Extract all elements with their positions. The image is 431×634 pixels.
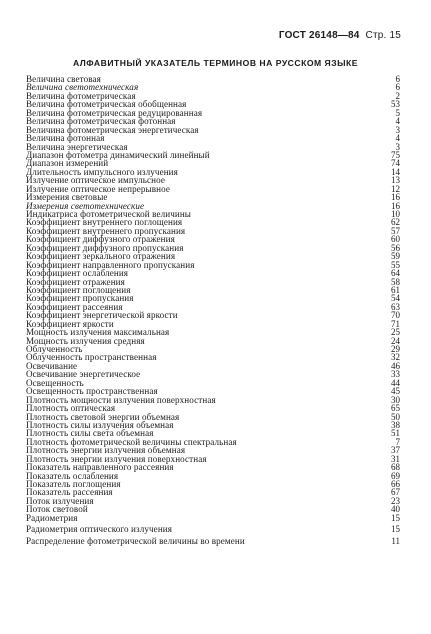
index-term: Коэффициент отражения: [26, 276, 125, 287]
index-term: Коэффициент поглощения: [26, 284, 131, 295]
index-page-number: 6: [395, 82, 400, 93]
index-term: Плотность энергии излучения объемная: [26, 445, 186, 456]
index-page-number: 62: [391, 217, 400, 228]
index-term: Излучение оптическое импульсное: [26, 175, 165, 186]
index-page-number: 5: [395, 107, 400, 118]
index-page-number: 2: [395, 90, 400, 101]
index-page-number: 15: [391, 512, 400, 523]
index-page-number: 24: [391, 335, 400, 346]
index-term: Коэффициент зеркального отражения: [26, 251, 176, 262]
page-title: АЛФАВИТНЫЙ УКАЗАТЕЛЬ ТЕРМИНОВ НА РУССКОМ ЯЗЫКЕ: [72, 58, 359, 68]
index-entry: [26, 353, 400, 361]
index-term: Освещенность: [26, 377, 84, 388]
index-term: Величина фотометрическая: [26, 90, 136, 101]
index-term: Коэффициент диффузного отражения: [26, 234, 175, 245]
index-page-number: 23: [391, 495, 400, 506]
page-header: [279, 30, 401, 41]
index-term: Мощность излучения средняя: [26, 335, 145, 346]
index-page-number: 30: [391, 394, 400, 405]
index-term: Плотность мощности излучения поверхностная: [26, 394, 216, 405]
index-term: Поток излучения: [26, 495, 94, 506]
index-entry: [26, 525, 400, 533]
index-term: Индикатриса фотометрической величины: [26, 209, 192, 219]
index-term: Коэффициент внутреннего пропускания: [26, 225, 186, 236]
index-page-number: 58: [391, 276, 400, 287]
index-term: Радиометрия оптического излучения: [26, 524, 173, 535]
index-term: Величина энергетическая: [26, 141, 128, 152]
index-entry: [26, 537, 400, 545]
index-term: Освечивание энергетическое: [26, 369, 141, 380]
index-page-number: 74: [391, 158, 400, 169]
index-term: Плотность световой энергии объемная: [26, 411, 180, 422]
index-term: Мощность излучения максимальная: [26, 327, 170, 338]
term-index-list: [26, 75, 400, 545]
index-term: Показатель рассеяния: [26, 487, 113, 498]
index-page-number: 16: [391, 200, 400, 211]
index-term: Плотность энергии излучения поверхностная: [26, 453, 207, 464]
index-page-number: 25: [391, 327, 400, 338]
index-page-number: 33: [391, 369, 400, 380]
index-page-number: 10: [391, 209, 400, 219]
index-page-number: 4: [395, 133, 400, 144]
index-term: Излучение оптическое непрерывное: [26, 183, 171, 194]
index-page-number: 3: [395, 124, 400, 135]
index-page-number: 37: [391, 445, 400, 456]
index-page-number: 56: [391, 242, 400, 253]
index-term: Коэффициент рассеяния: [26, 301, 123, 312]
index-page-number: 4: [395, 116, 400, 127]
standard-number: ГОСТ 26148—84: [278, 30, 360, 41]
index-page-number: 13: [391, 175, 400, 186]
index-page-number: 53: [391, 99, 400, 110]
index-page-number: 29: [391, 344, 400, 354]
index-page-number: 40: [391, 504, 400, 515]
index-term: Распределение фотометрической величины во времени: [26, 535, 245, 546]
index-term: Облученность: [26, 344, 83, 354]
index-term: Коэффициент энергетической яркости: [26, 310, 178, 321]
index-term: Измерения светотехнические: [26, 200, 145, 211]
index-term: Коэффициент диффузного пропускания: [26, 242, 184, 253]
index-page-number: 50: [391, 411, 400, 422]
index-term: Величина фотометрическая фотонная: [26, 116, 176, 127]
index-term: Величина светотехническая: [26, 82, 139, 93]
index-page-number: 65: [391, 403, 400, 414]
index-page-number: 14: [391, 166, 400, 177]
index-page-number: 60: [391, 234, 400, 245]
index-page-number: 16: [391, 192, 400, 203]
index-term: Коэффициент направленного пропускания: [26, 259, 195, 270]
index-term: Плотность фотометрической величины спектральная: [26, 436, 237, 447]
index-page-number: 46: [391, 360, 400, 371]
index-term: Измерения световые: [26, 192, 108, 203]
index-page-number: 3: [395, 141, 400, 152]
index-page-number: 68: [391, 462, 400, 473]
index-page-number: 38: [391, 419, 400, 430]
index-term: Величина фотометрическая обобщенная: [26, 99, 187, 110]
index-page-number: 71: [391, 318, 400, 329]
index-page-number: 70: [391, 310, 400, 321]
index-page-number: 31: [391, 453, 400, 464]
index-page-number: 51: [391, 428, 400, 439]
index-page-number: 11: [391, 535, 400, 546]
index-term: Освечивание: [26, 360, 78, 371]
index-term: Коэффициент ослабления: [26, 268, 129, 279]
index-term: Диапазон фотометра динамический линейный: [26, 149, 210, 160]
index-entry: [26, 514, 400, 522]
index-term: Плотность оптическая: [26, 403, 116, 414]
index-page-number: 15: [391, 524, 400, 535]
index-term: Величина световая: [26, 74, 101, 84]
index-page-number: 12: [391, 183, 400, 194]
index-term: Коэффициент яркости: [26, 318, 114, 329]
index-term: Коэффициент внутреннего поглощения: [26, 217, 183, 228]
index-term: Величина фотонная: [26, 133, 105, 144]
page-number: Стр. 15: [365, 30, 401, 41]
index-page-number: 64: [391, 268, 400, 279]
index-page-number: 75: [391, 149, 400, 160]
index-term: Плотность силы излучения объемная: [26, 419, 174, 430]
index-term: Освещенность пространственная: [26, 386, 158, 397]
index-page-number: 59: [391, 251, 400, 262]
index-term: Радиометрия: [26, 512, 78, 523]
index-term: Величина фотометрическая энергетическая: [26, 124, 199, 135]
index-page-number: 67: [391, 487, 400, 498]
index-term: Показатель направленного рассеяния: [26, 462, 174, 473]
index-page-number: 55: [391, 259, 400, 270]
index-term: Плотность силы света объемная: [26, 428, 154, 439]
index-page-number: 7: [395, 436, 400, 447]
index-term: Длительность импульсного излучения: [26, 166, 178, 177]
index-term: Коэффициент пропускания: [26, 293, 134, 304]
index-term: Величина фотометрическая редуцированная: [26, 107, 203, 118]
index-page-number: 6: [395, 74, 400, 84]
index-term: Поток световой: [26, 504, 88, 515]
index-page-number: 61: [391, 284, 400, 295]
index-page-number: 45: [391, 386, 400, 397]
index-page-number: 57: [391, 225, 400, 236]
index-page-number: 66: [391, 479, 400, 489]
index-page-number: 69: [391, 470, 400, 481]
index-term: Показатель ослабления: [26, 470, 119, 481]
index-entry: [26, 505, 400, 513]
index-page-number: 54: [391, 293, 400, 304]
index-page-number: 63: [391, 301, 400, 312]
index-page-number: 44: [391, 377, 400, 388]
index-term: Показатель поглощения: [26, 479, 121, 489]
index-term: Облученность пространственная: [26, 352, 157, 363]
index-page-number: 32: [391, 352, 400, 363]
index-term: Диапазон измерений: [26, 158, 109, 169]
